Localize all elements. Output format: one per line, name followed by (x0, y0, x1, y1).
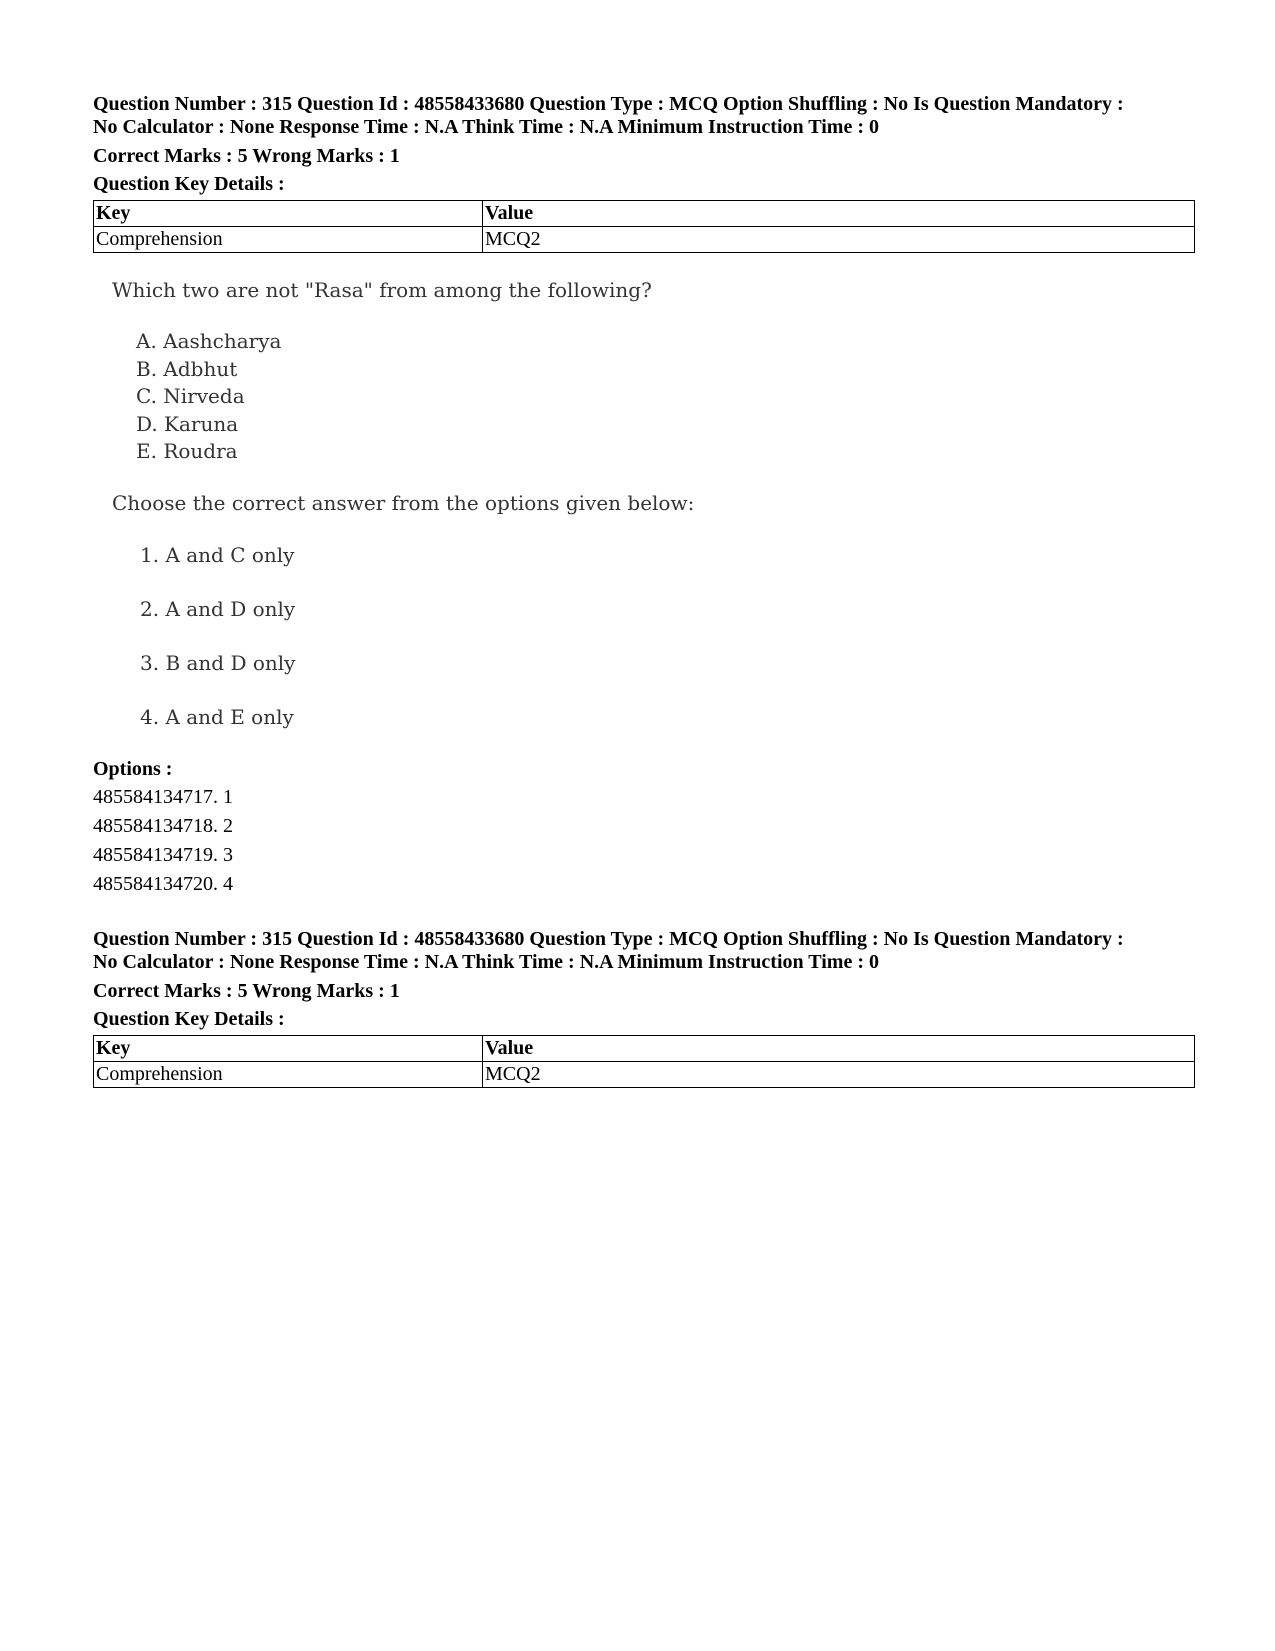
answer-choice: 4. A and E only (140, 705, 294, 729)
key-details-table (93, 200, 1195, 253)
table-header-key: Key (94, 201, 483, 227)
list-item: B. Adbhut (136, 356, 238, 381)
table-row (94, 1062, 1195, 1088)
key-details-label: Question Key Details : (93, 173, 285, 195)
table-row (94, 227, 1195, 253)
question-item-list (136, 328, 281, 466)
option-row: 485584134719. 3 (93, 844, 233, 866)
options-label: Options : (93, 758, 173, 780)
table-cell-key: Comprehension (94, 1062, 483, 1088)
table-header-row (94, 1036, 1195, 1062)
answer-choice: 2. A and D only (140, 597, 296, 621)
option-row: 485584134717. 1 (93, 786, 233, 808)
list-item: C. Nirveda (136, 384, 245, 408)
question-meta-line-1: Question Number : 315 Question Id : 48558433680 Question Type : MCQ Option Shuffling : No Is Question Mandatory : (93, 928, 1124, 950)
table-cell-key: Comprehension (94, 227, 483, 253)
question-meta-line-2: No Calculator : None Response Time : N.A Think Time : N.A Minimum Instruction Time : 0 (93, 116, 879, 138)
answer-choice: 3. B and D only (140, 651, 296, 675)
question-header-block (93, 928, 1193, 1088)
list-item: E. Roudra (136, 439, 238, 463)
table-header-value: Value (483, 201, 1195, 227)
list-item: D. Karuna (136, 411, 239, 436)
table-header-key: Key (94, 1036, 483, 1062)
marks-line: Correct Marks : 5 Wrong Marks : 1 (93, 145, 400, 167)
answer-choice: 1. A and C only (140, 543, 295, 567)
option-row: 485584134720. 4 (93, 873, 233, 895)
key-details-label: Question Key Details : (93, 1008, 285, 1030)
answer-choice-list (140, 541, 295, 757)
options-section (93, 755, 233, 899)
table-cell-value: MCQ2 (483, 1062, 1195, 1088)
table-header-row (94, 201, 1195, 227)
question-meta-line-1: Question Number : 315 Question Id : 48558433680 Question Type : MCQ Option Shuffling : No Is Question Mandatory : (93, 93, 1124, 115)
list-item: A. Aashcharya (136, 329, 282, 353)
key-details-table (93, 1035, 1195, 1088)
question-meta-line-2: No Calculator : None Response Time : N.A Think Time : N.A Minimum Instruction Time : 0 (93, 951, 879, 973)
question-header-block (93, 93, 1193, 253)
question-instruction: Choose the correct answer from the options given below: (112, 491, 695, 515)
table-header-value: Value (483, 1036, 1195, 1062)
option-row: 485584134718. 2 (93, 815, 233, 837)
table-cell-value: MCQ2 (483, 227, 1195, 253)
marks-line: Correct Marks : 5 Wrong Marks : 1 (93, 980, 400, 1002)
question-text: Which two are not "Rasa" from among the following? (112, 278, 652, 302)
